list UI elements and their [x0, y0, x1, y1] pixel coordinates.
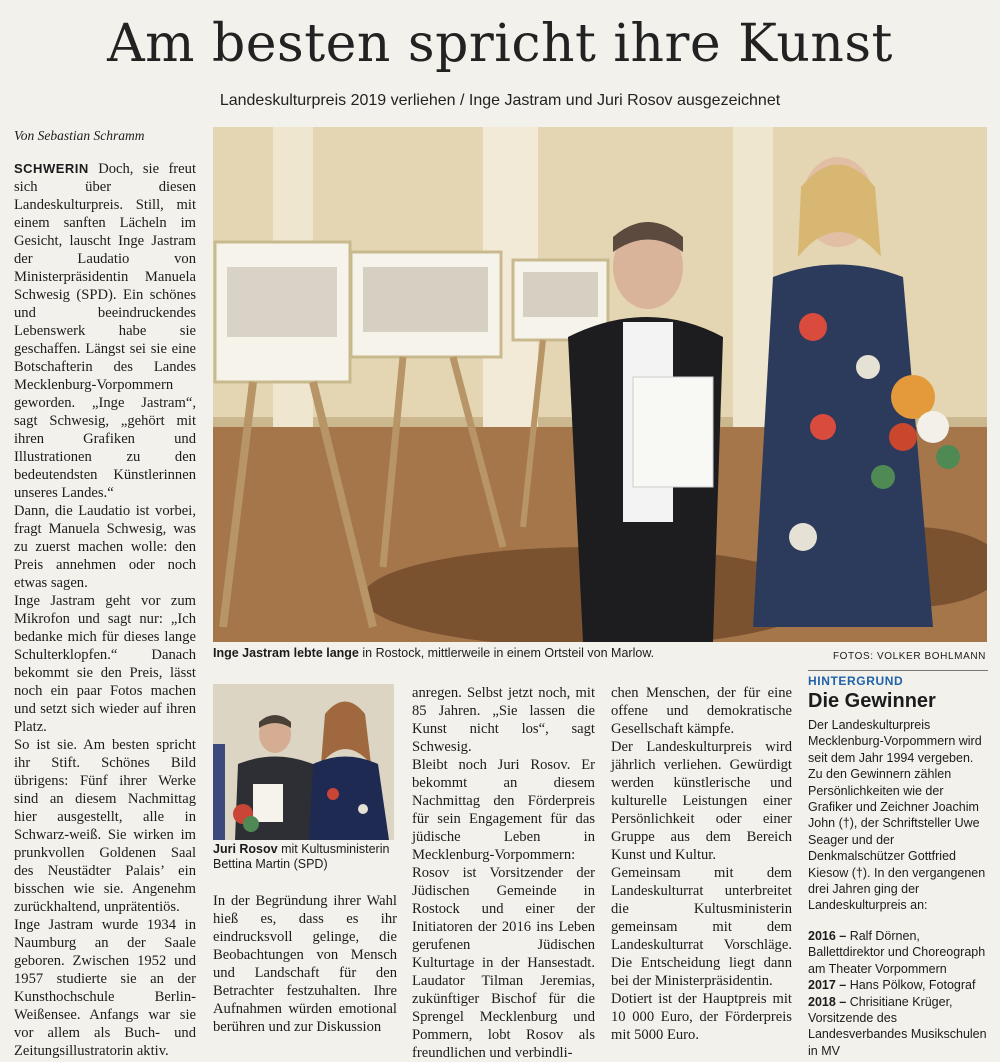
paragraph: Gemeinsam mit dem Landeskulturrat unterbreitet die Kultusministerin gemeinsam mit dem Landeskulturrat Vorschläge. Die Entscheidung liegt dann bei der Ministerpräsidentin.: [611, 865, 792, 989]
winners-list: [808, 928, 988, 1059]
winner-text: Hans Pölkow, Fotograf: [846, 978, 976, 993]
paragraph: [14, 160, 196, 502]
column-4: [611, 684, 792, 1044]
paragraph: So ist sie. Am besten spricht ihr Stift. Schönes Bild übrigens: Fünf ihrer Werke sind an diesem Nachmittag hier ausgestellt, alle in Schwarz-weiß. Sie wirken im prunkvollen Goldenen Saal des Neustädter Palais’ ein bisschen wie sie. Angenehm zurückhaltend, unprätentiös.: [14, 737, 196, 915]
small-photo-caption: [213, 842, 398, 872]
winner-item: [808, 928, 988, 977]
winner-year: 2016 –: [808, 928, 847, 943]
headline: Am besten spricht ihre Kunst: [107, 14, 893, 74]
paragraph: chen Menschen, der für eine offene und demokratische Gesellschaft kämpfe.: [611, 685, 792, 737]
sidebar-kicker: HINTERGRUND: [808, 674, 904, 688]
caption-name: Juri Rosov: [213, 842, 278, 856]
rosov-martin-photo: [213, 684, 394, 840]
main-photo-caption: [213, 646, 773, 661]
caption-name: Inge Jastram lebte lange: [213, 646, 359, 660]
winner-item: [808, 977, 988, 993]
paragraph: Inge Jastram wurde 1934 in Naumburg an der Saale geboren. Zwischen 1952 und 1957 studierte sie an der Kunsthochschule Berlin-Weißensee. Anfangs war sie vor allem als Buch- und Zeitungsillustratorin aktiv.: [14, 917, 196, 1059]
winner-year: 2018 –: [808, 994, 847, 1009]
paragraph: Der Landeskulturpreis wird jährlich verliehen. Gewürdigt werden künstlerische und kulturelle Leistungen einer Persönlichkeit oder einer Gruppe aus dem Bereich Kunst und Kultur.: [611, 739, 792, 863]
photo-credit: FOTOS: VOLKER BOHLMANN: [832, 651, 986, 662]
winner-text: Ralf Dörnen, Ballettdirektor und Choreograph am Theater Vorpommern: [808, 928, 986, 976]
paragraph: Inge Jastram geht vor zum Mikrofon und sagt nur: „Ich bedanke mich für dieses lange Schulterklopfen.“ Danach bekommt sie den Preis, lässt noch ein paar Fotos machen und setzt sich wieder auf ihren Platz.: [14, 593, 196, 735]
paragraph: Bleibt noch Juri Rosov. Er bekommt an diesem Nachmittag den Förderpreis für sein Engagement für das jüdische Leben in Mecklenburg-Vorpommern: Rosov ist Vorsitzender der Jüdischen Gemeinde in Rostock und einer der Initiatoren der 2016 ins Leben gerufenen Jüdischen Kulturtage in der Hansestadt. Laudator Tilman Jeremias, zukünftiger Bischof für die Sprengel Mecklenburg und Pommern, lobt Rosov als freundlichen und verbindli-: [412, 757, 595, 1061]
column-1: [14, 160, 196, 1060]
dateline: SCHWERIN: [14, 161, 89, 176]
paragraph: Dotiert ist der Hauptpreis mit 10 000 Euro, der Förderpreis mit 5000 Euro.: [611, 991, 792, 1043]
paragraph: In der Begründung ihrer Wahl hieß es, dass es ihr eindrucksvoll gelinge, die Beobachtungen von Mensch und Landschaft für den Betrachter festzuhalten. Ihre Aufnahmen würden emotional berühren und zur Diskussion: [213, 893, 397, 1035]
byline: Von Sebastian Schramm: [14, 128, 145, 143]
sidebar-divider: [808, 670, 988, 671]
winner-year: 2017 –: [808, 978, 847, 993]
paragraph-text: Doch, sie freut sich über diesen Landeskulturpreis. Still, mit einem sanften Lächeln im Gesicht, lauscht Inge Jastram der Laudatio von Ministerpräsidentin Manuela Schwesig (SPD). Ein schönes und beeindruckendes Lebenswerk habe sie geschaffen. Längst sei sie eine Botschafterin des Landes Mecklenburg-Vorpommern geworden. „Inge Jastram“, sagt Schwesig, „gehört mit ihren Grafiken und Illustrationen zu den bedeutendsten Künstlerinnen unseres Landes.“: [14, 161, 196, 501]
winner-item: [808, 994, 988, 1060]
caption-text: in Rostock, mittlerweile in einem Ortsteil von Marlow.: [358, 646, 655, 660]
rosov-photo: [213, 684, 394, 840]
sidebar-text: Der Landeskulturpreis Mecklenburg-Vorpommern wird seit dem Jahr 1994 vergeben. Zu den Gewinnern zählen Persönlichkeiten wie der Grafiker und Zeichner Joachim John (†), der Schriftsteller Uwe Seager und der Denkmalschützer Gottfried Kiesow (†). In den vergangenen drei Jahren ging der Landeskulturpreis an:: [808, 718, 986, 913]
column-2: [213, 892, 397, 1036]
paragraph: anregen. Selbst jetzt noch, mit 85 Jahren. „Sie lassen die Kunst nicht los“, sagt Schwesig.: [412, 685, 595, 755]
winner-text: Chrisitiane Krüger, Vorsitzende des Landesverbandes Musikschulen in MV: [808, 994, 987, 1058]
award-ceremony-photo: [213, 127, 987, 642]
main-photo: [213, 127, 987, 642]
subheadline: Landeskulturpreis 2019 verliehen / Inge Jastram und Juri Rosov ausgezeichnet: [219, 92, 781, 109]
sidebar-box: [808, 674, 988, 1059]
sidebar-title: Die Gewinner: [808, 690, 936, 712]
column-3: [412, 684, 595, 1062]
paragraph: Dann, die Laudatio ist vorbei, fragt Manuela Schwesig, was zu zuerst machen wolle: den Preis annehmen oder noch etwas sagen.: [14, 503, 196, 591]
caption-text: mit Kultusministerin Bettina Martin (SPD): [213, 842, 390, 871]
